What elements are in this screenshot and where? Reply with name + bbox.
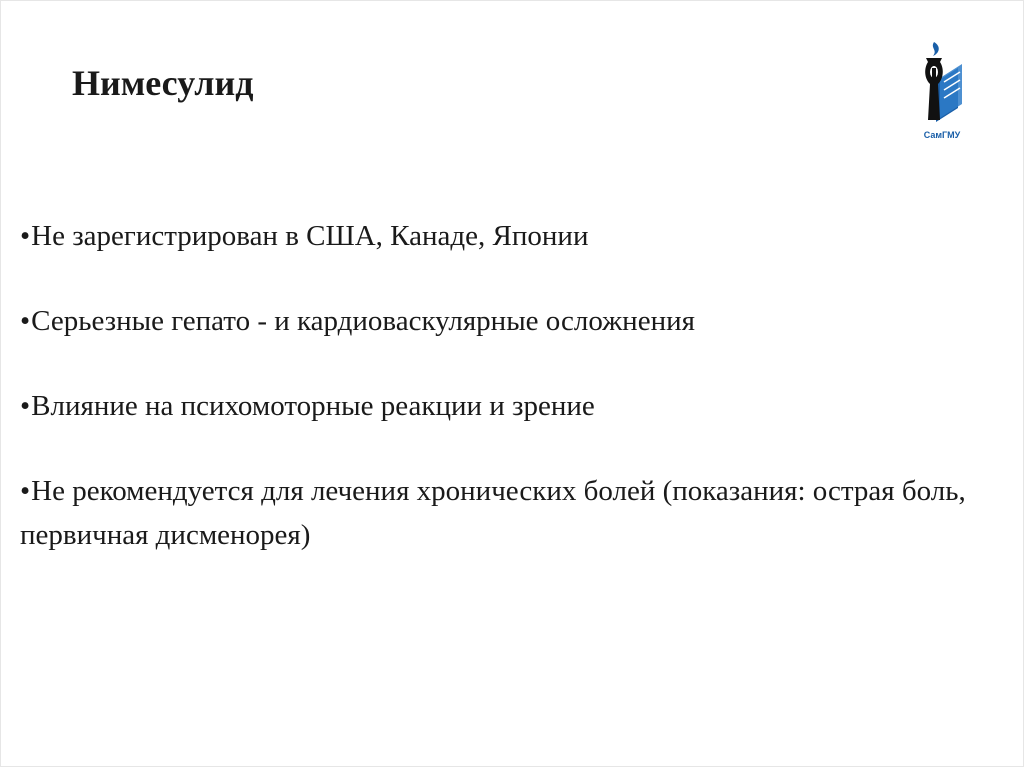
university-emblem-icon [914,38,970,130]
bullet-list [20,214,1000,557]
university-logo [914,38,970,148]
bullet-mark: • [20,390,31,422]
bullet-mark: • [20,220,31,252]
bullet-mark: • [20,305,31,337]
logo-label: СамГМУ [923,130,961,140]
bullet-item [20,384,1000,428]
bullet-item [20,299,1000,343]
bullet-text: Не рекомендуется для лечения хронических болей (показания: острая боль, первичная дисменорея) [20,475,966,551]
bullet-text: Влияние на психомоторные реакции и зрение [31,390,595,422]
bullet-text: Серьезные гепато - и кардиоваскулярные осложнения [31,305,695,337]
bullet-text: Не зарегистрирован в США, Канаде, Японии [31,220,589,252]
bullet-item [20,469,1000,557]
bullet-mark: • [20,475,31,507]
slide-title: Нимесулид [72,63,254,103]
bullet-item [20,214,1000,258]
